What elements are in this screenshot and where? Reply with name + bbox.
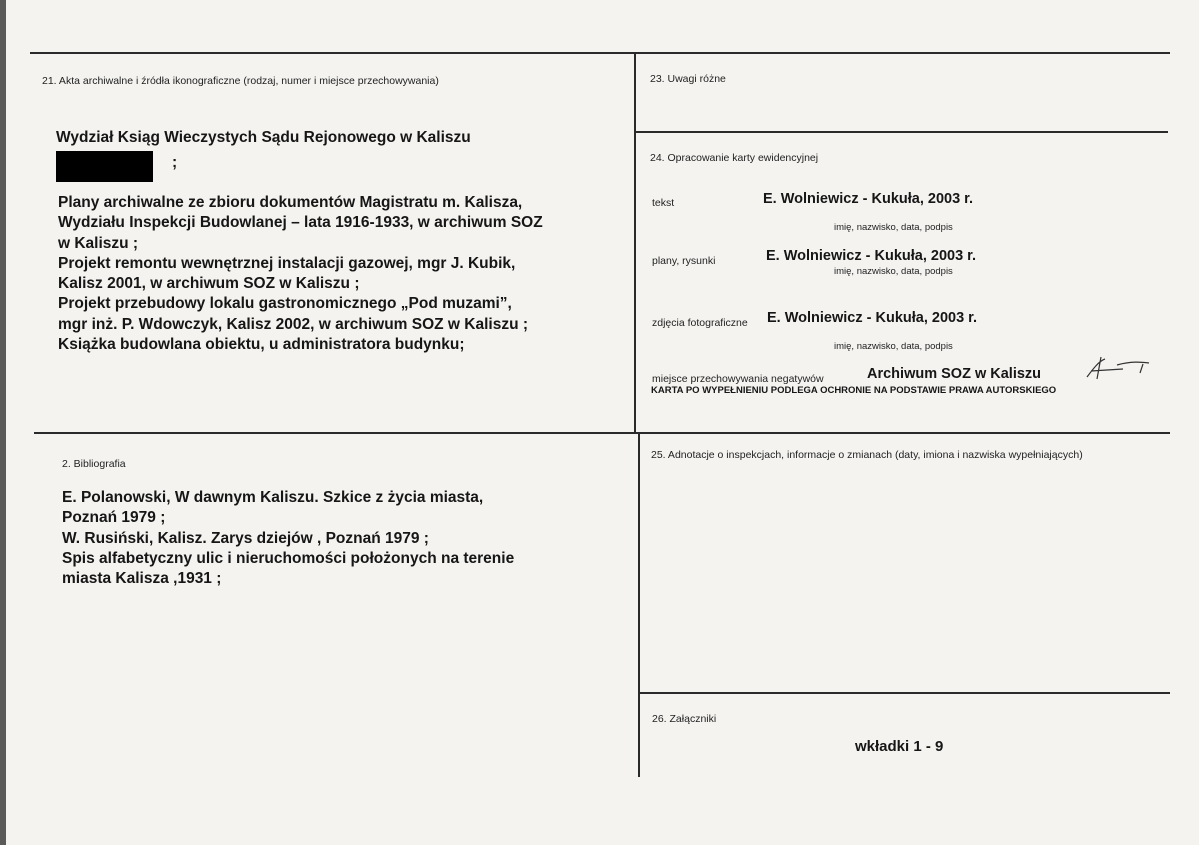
text-row-label: tekst (652, 197, 675, 209)
archive-line: w Kaliszu ; (58, 234, 139, 252)
bibliography-line: E. Polanowski, W dawnym Kaliszu. Szkice z życia miasta, (62, 489, 484, 506)
drawings-row-label: plany, rysunki (652, 255, 716, 267)
copyright-note: KARTA PO WYPEŁNIENIU PODLEGA OCHRONIE NA PODSTAWIE PRAWA AUTORSKIEGO (651, 385, 1057, 396)
section-21-body (58, 193, 543, 355)
archive-line: Książka budowlana obiektu, u administratora budynku; (58, 336, 465, 354)
drawings-row-note: imię, nazwisko, data, podpis (834, 266, 953, 277)
archive-line: mgr inż. P. Wdowczyk, Kalisz 2002, w archiwum SOZ w Kaliszu ; (58, 315, 529, 333)
divider-25-26 (640, 692, 1170, 694)
section-21-label: 21. Akta archiwalne i źródła ikonograficzne (rodzaj, numer i miejsce przechowywania) (42, 75, 439, 87)
archive-line: Projekt remontu wewnętrznej instalacji gazowej, mgr J. Kubik, (58, 254, 516, 272)
photos-row-label: zdjęcia fotograficzne (652, 317, 748, 329)
section-2-label: 2. Bibliografia (62, 458, 126, 470)
photos-row-value: E. Wolniewicz - Kukuła, 2003 r. (767, 310, 978, 326)
section-23-label: 23. Uwagi różne (650, 73, 726, 85)
land-registry-line: Wydział Ksiąg Wieczystych Sądu Rejonowego w Kaliszu (56, 129, 471, 146)
archive-line: Wydziału Inspekcji Budowlanej – lata 1916-1933, w archiwum SOZ (58, 214, 543, 232)
bibliography-line: Spis alfabetyczny ulic i nieruchomości położonych na terenie (62, 549, 515, 567)
text-row-note: imię, nazwisko, data, podpis (834, 222, 953, 233)
top-border (30, 52, 1170, 54)
divider-23-24 (636, 131, 1168, 133)
bibliography-body (62, 488, 514, 589)
negatives-value: Archiwum SOZ w Kaliszu (867, 366, 1042, 382)
redaction-block (56, 151, 153, 182)
attachments-value: wkładki 1 - 9 (855, 738, 944, 755)
archive-line: Projekt przebudowy lokalu gastronomicznego „Pod muzami”, (58, 295, 512, 313)
section-24-label: 24. Opracowanie karty ewidencyjnej (650, 152, 819, 164)
bibliography-line: miasta Kalisza ,1931 ; (62, 570, 222, 588)
column-divider-bottom (638, 432, 640, 777)
negatives-label: miejsce przechowywania negatywów (652, 373, 824, 385)
redacted-line-tail: ; (172, 154, 178, 171)
bibliography-line: W. Rusiński, Kalisz. Zarys dziejów , Poznań 1979 ; (62, 529, 429, 547)
archive-line: Plany archiwalne ze zbioru dokumentów Magistratu m. Kalisza, (58, 194, 523, 211)
photos-row-note: imię, nazwisko, data, podpis (834, 341, 953, 352)
signature-mark (1083, 355, 1153, 383)
archive-line: Kalisz 2001, w archiwum SOZ w Kaliszu ; (58, 275, 360, 293)
bibliography-line: Poznań 1979 ; (62, 509, 166, 527)
section-26-label: 26. Załączniki (652, 713, 717, 725)
section-21-header (56, 128, 471, 148)
divider-middle (34, 432, 1170, 434)
text-row-value: E. Wolniewicz - Kukuła, 2003 r. (763, 191, 974, 207)
drawings-row-value: E. Wolniewicz - Kukuła, 2003 r. (766, 248, 977, 264)
section-25-label: 25. Adnotacje o inspekcjach, informacje o zmianach (daty, imiona i nazwiska wypełniających) (651, 449, 1083, 461)
scan-edge (0, 0, 6, 845)
column-divider-top (634, 52, 636, 434)
